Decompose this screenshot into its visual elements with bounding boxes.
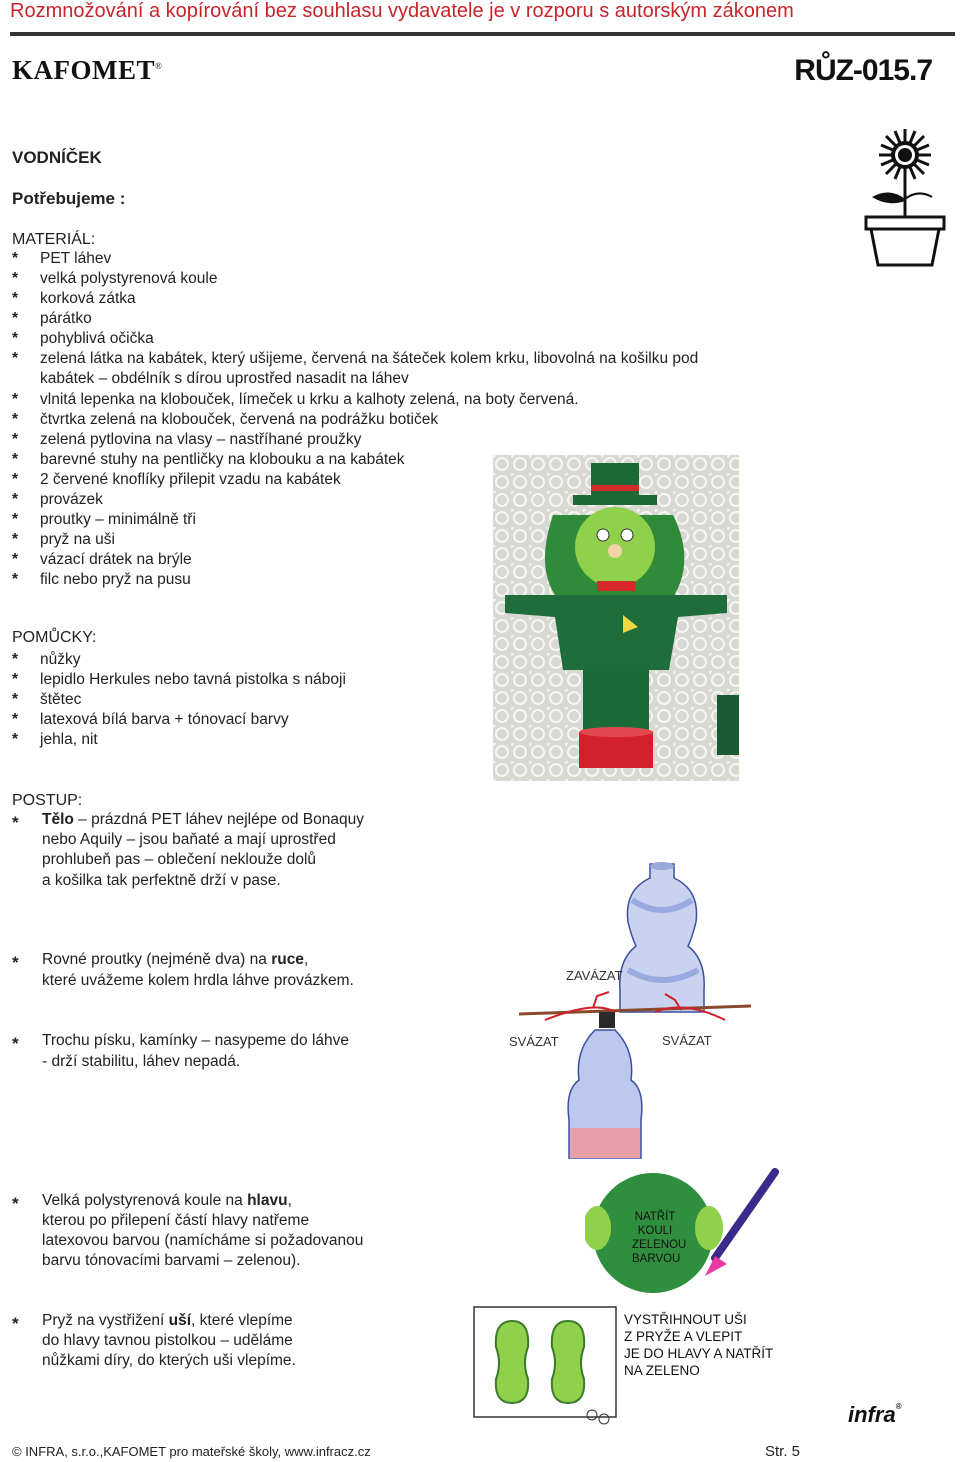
tools-heading: POMŮCKY: (12, 629, 97, 646)
list-item-continuation: kabátek – obdélník s dírou uprostřed nasadit na láhev (40, 370, 409, 387)
list-item: * zelená pytlovina na vlasy – nastříhané proužky (12, 431, 362, 448)
procedure-heading: POSTUP: (12, 792, 83, 809)
list-item: * zelená látka na kabátek, který ušijeme, červená na šáteček kolem krku, libovolná na košilku pod (12, 350, 699, 367)
step-star: * (12, 953, 19, 972)
footer-text: © INFRA, s.r.o.,KAFOMET pro mateřské školy, www.infracz.cz (12, 1444, 371, 1459)
page-title: VODNÍČEK (12, 148, 102, 167)
label-natrit: NATŘÍT KOULI ZELENOU BARVOU (632, 1211, 687, 1265)
step-1-line-3: prohlubeň pas – oblečení neklouže dolů (42, 851, 317, 868)
list-item: * velká polystyrenová koule (12, 270, 218, 287)
step-star: * (12, 1194, 19, 1213)
step-5-line-3: nůžkami díry, do kterých uši vlepíme. (42, 1352, 296, 1369)
step-4-line-4: barvu tónovacími barvami – zelenou). (42, 1252, 301, 1269)
list-item: * nůžky (12, 651, 81, 668)
step-star: * (12, 1314, 19, 1333)
product-code: RŮZ-015.7 (794, 54, 932, 87)
list-item: * provázek (12, 491, 103, 508)
list-item: * štětec (12, 691, 82, 708)
list-item: * korková zátka (12, 290, 136, 307)
header-divider (10, 32, 955, 36)
label-svazat-right: SVÁZAT (662, 1033, 712, 1048)
step-1-line-1: Tělo – prázdná PET láhev nejlépe od Bonaquy (42, 811, 364, 828)
vodnicek-photo (493, 455, 739, 781)
step-3-line-1: Trochu písku, kamínky – nasypeme do láhve (42, 1032, 349, 1049)
list-item: * latexová bílá barva + tónovací barvy (12, 711, 289, 728)
list-item: * jehla, nit (12, 731, 98, 748)
list-item: * filc nebo pryž na pusu (12, 571, 191, 588)
step-5-line-1: Pryž na vystřižení uší, které vlepíme (42, 1312, 293, 1329)
list-item: * vlnitá lepenka na klobouček, límeček u krku a kalhoty zelená, na boty červená. (12, 391, 579, 408)
flower-pot-icon (858, 125, 953, 270)
list-item: * čtvrtka zelená na klobouček, červená na podrážku botiček (12, 411, 439, 428)
kafomet-logo: KAFOMET® (12, 55, 163, 85)
list-item: * lepidlo Herkules nebo tavná pistolka s náboji (12, 671, 346, 688)
step-1-line-4: a košilka tak perfektně drží v pase. (42, 872, 281, 889)
subtitle: Potřebujeme : (12, 189, 126, 208)
list-item: * PET láhev (12, 250, 112, 267)
list-item: * pryž na uši (12, 531, 115, 548)
step-2-line-2: které uvážeme kolem hrdla láhve provázkem. (42, 972, 354, 989)
step-1-line-2: nebo Aquily – jsou baňaté a mají uprostřed (42, 831, 336, 848)
list-item: * vázací drátek na brýle (12, 551, 192, 568)
step-4-line-1: Velká polystyrenová koule na hlavu, (42, 1192, 292, 1209)
step-2-line-1: Rovné proutky (nejméně dva) na ruce, (42, 951, 309, 968)
step-star: * (12, 813, 19, 832)
list-item: * pohyblivá očička (12, 330, 154, 347)
infra-logo: infra® (848, 1402, 902, 1427)
list-item: * párátko (12, 310, 92, 327)
step-3-line-2: - drží stabilitu, láhev nepadá. (42, 1053, 241, 1070)
step-star: * (12, 1034, 19, 1053)
page-number: Str. 5 (765, 1443, 801, 1460)
ears-illustration (472, 1305, 620, 1427)
copyright-notice: Rozmnožování a kopírování bez souhlasu vydavatele je v rozporu s autorským zákonem (10, 0, 794, 22)
label-svazat-left: SVÁZAT (509, 1034, 559, 1049)
step-4-line-2: kterou po přilepení částí hlavy natřeme (42, 1212, 310, 1229)
step-5-line-2: do hlavy tavnou pistolkou – uděláme (42, 1332, 293, 1349)
label-vystrihnout: VYSTŘIHNOUT UŠI Z PRYŽE A VLEPIT JE DO HLAVY A NATŘÍT NA ZELENO (624, 1312, 774, 1378)
list-item: * 2 červené knoflíky přilepit vzadu na kabátek (12, 471, 341, 488)
material-heading: MATERIÁL: (12, 231, 96, 248)
label-zavazat: ZAVÁZAT (566, 968, 623, 983)
list-item: * proutky – minimálně tři (12, 511, 196, 528)
bottle-sticks-illustration (515, 990, 755, 1162)
step-4-line-3: latexovou barvou (namícháme si požadovanou (42, 1232, 364, 1249)
ball-paint-illustration (585, 1168, 785, 1298)
list-item: * barevné stuhy na pentličky na klobouku a na kabátek (12, 451, 405, 468)
